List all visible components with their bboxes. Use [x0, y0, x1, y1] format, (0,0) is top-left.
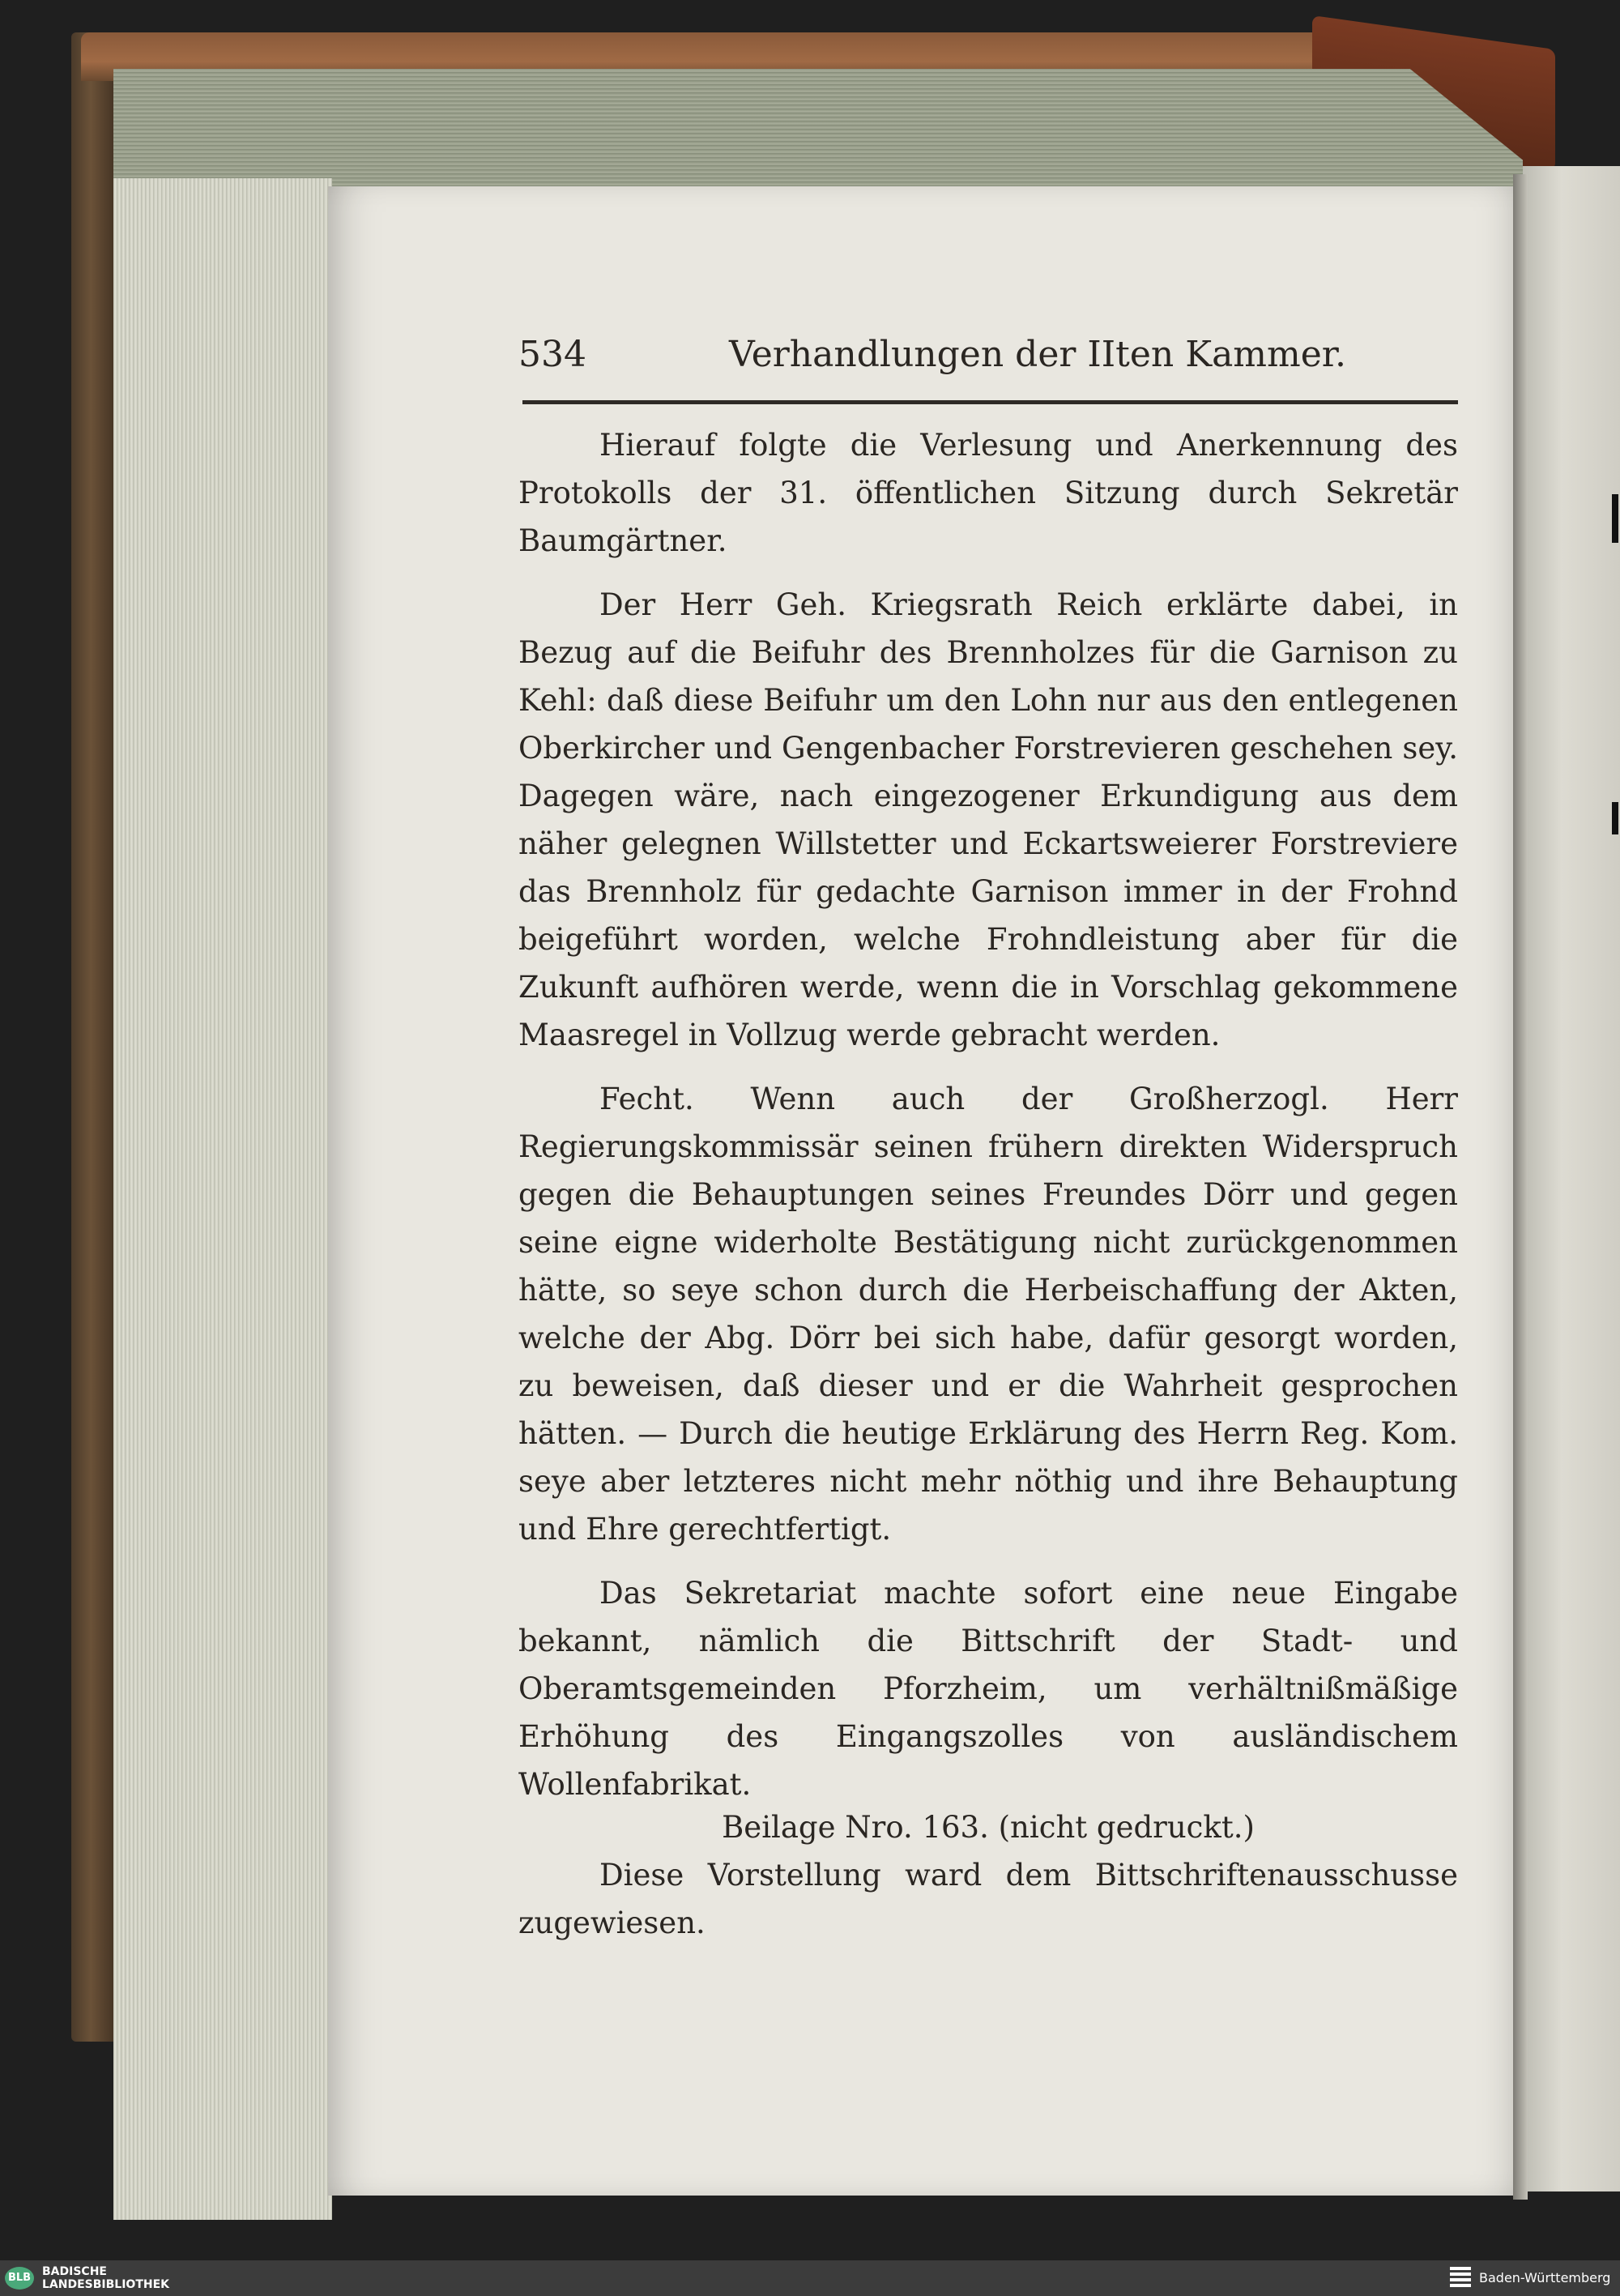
page-number: 534: [518, 334, 586, 375]
page-body: [518, 421, 1458, 1963]
book-cover-left: [71, 32, 120, 2042]
state-coat-of-arms-icon: [1450, 2267, 1471, 2290]
facing-page-glyph: [1612, 494, 1618, 543]
facing-page-glyph: [1612, 802, 1618, 834]
facing-page: [1523, 166, 1620, 2191]
page-header: [518, 334, 1458, 382]
paragraph-secretariat: Das Sekretariat machte sofort eine neue Eingabe bekannt, nämlich die Bittschrift der Stadt- und Oberamtsgemeinden Pforzheim, um verhältnißmäßige Erhöhung des Eingangszolles von ausländischem Wollenfabrikat.: [518, 1576, 1458, 1802]
paragraph-protocol: Hierauf folgte die Verlesung und Anerkennung des Protokolls der 31. öffentlichen Sitzung durch Sekretär Baumgärtner.: [518, 428, 1458, 558]
library-logo[interactable]: BLB: [5, 2267, 34, 2290]
page-gutter: [1513, 174, 1528, 2200]
library-name-line2: LANDESBIBLIOTHEK: [42, 2278, 170, 2291]
paragraph-reich: Der Herr Geh. Kriegsrath Reich erklärte dabei, in Bezug auf die Beifuhr des Brennholzes für die Garnison zu Kehl: daß diese Beifuhr um den Lohn nur aus den entlegenen Oberkircher und Gengenbacher Forstrevieren geschehen sey. Dagegen wäre, nach eingezogener Erkundigung aus dem näher gelegnen Willstetter und Eckartsweierer Forstreviere das Brennholz für gedachte Garnison immer in der Frohnd beigeführt worden, welche Frohndleistung aber für die Zukunft aufhören werde, wenn die in Vorschlag gekommene Maasregel in Vollzug werde gebracht werden.: [518, 587, 1458, 1052]
supplement-line: Beilage Nro. 163. (nicht gedruckt.): [722, 1810, 1255, 1845]
paragraph-fecht: Fecht. Wenn auch der Großherzogl. Herr Regierungskommissär seinen frühern direkten Widerspruch gegen die Behauptungen seines Freundes Dörr und gegen seine eigne widerholte Bestätigung nicht zurückgenommen hätte, so seye schon durch die Herbeischaffung der Akten, welche der Abg. Dörr bei sich habe, dafür gesorgt worden, zu beweisen, daß dieser und er die Wahrheit gesprochen hätten. — Durch die heutige Erklärung des Herrn Reg. Kom. seye aber letzteres nicht mehr nöthig und ihre Behauptung und Ehre gerechtfertigt.: [518, 1082, 1458, 1547]
state-name[interactable]: Baden-Württemberg: [1479, 2270, 1611, 2285]
paragraph-closing: Diese Vorstellung ward dem Bittschriftenausschusse zugewiesen.: [518, 1858, 1458, 1940]
footer-bar: [0, 2260, 1620, 2296]
header-rule: [522, 400, 1458, 404]
page-block-top-edge: [113, 69, 1523, 190]
page-block-left-edge: [113, 178, 332, 2220]
running-title: Verhandlungen der IIten Kammer.: [729, 334, 1346, 375]
library-name-line1: BADISCHE: [42, 2265, 107, 2278]
library-name[interactable]: [42, 2265, 220, 2291]
